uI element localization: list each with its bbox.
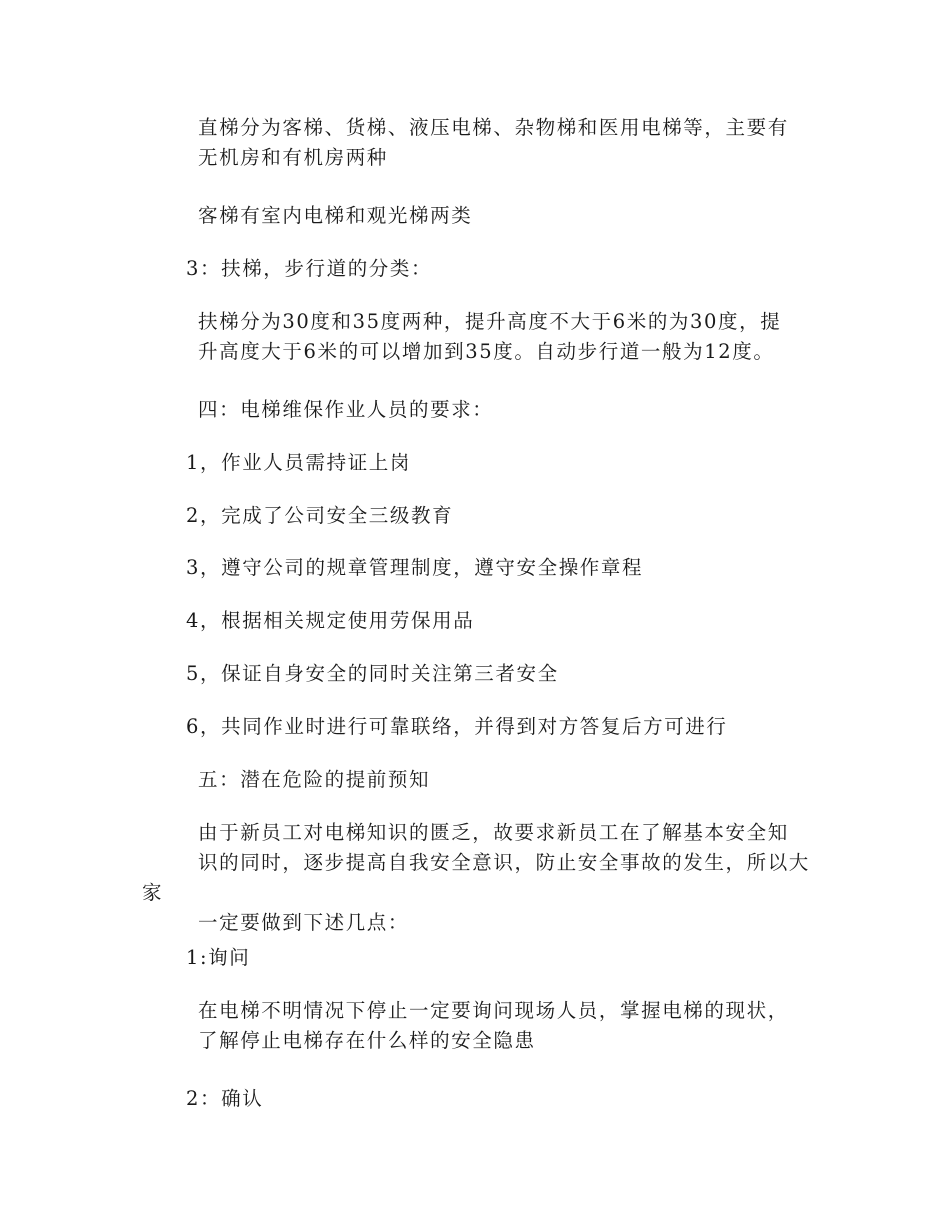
text-line: 由于新员工对电梯知识的匮乏，故要求新员工在了解基本安全知: [198, 821, 789, 844]
text-line: 在电梯不明情况下停止一定要询问现场人员，掌握电梯的现状，: [198, 999, 789, 1022]
text-line: 6，共同作业时进行可靠联络，并得到对方答复后方可进行: [186, 715, 728, 738]
list-item: [142, 712, 810, 742]
text-line: 扶梯分为30度和35度两种，提升高度不大于6米的为30度，提: [198, 310, 782, 333]
paragraph-new-staff-safety: [142, 818, 810, 938]
text-line: 五：潜在危险的提前预知: [198, 768, 431, 791]
list-item: [142, 659, 810, 689]
paragraph-ask-on-site: [142, 996, 810, 1056]
text-line: 3：扶梯，步行道的分类：: [186, 257, 433, 280]
text-line: 2：确认: [186, 1087, 264, 1110]
text-line: 升高度大于6米的可以增加到35度。自动步行道一般为12度。: [198, 340, 775, 363]
text-line: 识的同时，逐步提高自我安全意识，防止安全事故的发生，所以大家: [142, 851, 810, 904]
text-line: 四：电梯维保作业人员的要求：: [198, 398, 494, 421]
text-line: 1，作业人员需持证上岗: [186, 451, 412, 474]
heading-potential-hazards: [142, 765, 810, 795]
text-line: 直梯分为客梯、货梯、液压电梯、杂物梯和医用电梯等，主要有: [198, 116, 789, 139]
text-line: 无机房和有机房两种: [198, 146, 388, 169]
heading-maintenance-staff-requirements: [142, 395, 810, 425]
list-item: [142, 501, 810, 531]
heading-step-ask: [142, 943, 810, 973]
list-item: [142, 553, 810, 583]
paragraph-escalator-angles: [142, 307, 810, 367]
list-item: [142, 448, 810, 478]
text-line: 客梯有室内电梯和观光梯两类: [198, 204, 473, 227]
text-line: 一定要做到下述几点：: [198, 911, 410, 934]
heading-step-confirm: [142, 1084, 810, 1114]
text-line: 了解停止电梯存在什么样的安全隐患: [198, 1029, 536, 1052]
list-item: [142, 606, 810, 636]
text-line: 4，根据相关规定使用劳保用品: [186, 609, 475, 632]
paragraph-elevator-types: [142, 113, 810, 173]
text-line: 5，保证自身安全的同时关注第三者安全: [186, 662, 559, 685]
text-line: 2，完成了公司安全三级教育: [186, 504, 454, 527]
paragraph-passenger-elevator: [142, 201, 810, 231]
text-line: 3，遵守公司的规章管理制度，遵守安全操作章程: [186, 556, 644, 579]
text-line: 1:询问: [186, 946, 251, 969]
heading-escalator-classification: [142, 254, 810, 284]
